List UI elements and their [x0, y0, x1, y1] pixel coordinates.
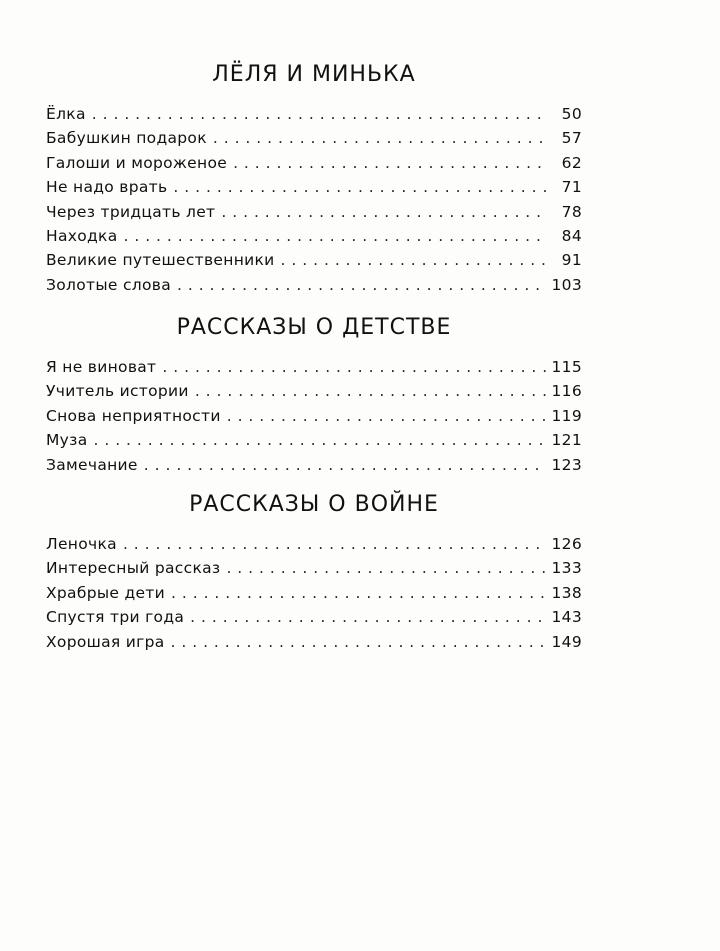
dot-leader [213, 129, 546, 147]
dot-leader [162, 358, 545, 376]
toc-section-rasskazy-o-detstve [46, 313, 582, 480]
toc-entry[interactable] [46, 276, 582, 300]
dot-leader [226, 559, 545, 577]
dot-leader [195, 382, 546, 400]
entry-title: Находка [46, 226, 118, 245]
dot-leader [221, 203, 546, 221]
entry-title: Замечание [46, 455, 138, 474]
entry-title: Через тридцать лет [46, 202, 216, 221]
entry-page-number: 50 [561, 105, 582, 123]
dot-leader [190, 608, 545, 626]
entry-title: Спустя три года [46, 608, 185, 627]
dot-leader [94, 431, 546, 449]
dot-leader [281, 251, 546, 269]
toc-entry[interactable] [46, 105, 582, 129]
entry-title: Муза [46, 431, 88, 450]
toc-entry[interactable] [46, 633, 582, 657]
entry-page-number: 91 [561, 251, 582, 270]
entry-page-number: 115 [551, 358, 582, 376]
dot-leader [233, 154, 546, 172]
dot-leader [124, 227, 547, 245]
toc-entry[interactable] [46, 154, 582, 178]
toc-entry[interactable] [46, 431, 582, 455]
dot-leader [227, 407, 546, 425]
toc-entry[interactable] [46, 559, 582, 583]
toc-entry[interactable] [46, 407, 582, 431]
entry-title: Великие путешественники [46, 251, 275, 270]
section-title: ЛЁЛЯ И МИНЬКА [212, 62, 416, 87]
entry-title: Не надо врать [46, 178, 168, 197]
toc-entry[interactable] [46, 608, 582, 632]
entry-page-number: 143 [551, 608, 582, 627]
entry-page-number: 84 [561, 226, 582, 245]
entry-page-number: 138 [551, 583, 582, 602]
dot-leader [171, 584, 545, 602]
toc-entries [46, 105, 582, 300]
entry-title: Ёлка [46, 105, 86, 123]
toc-entry[interactable] [46, 535, 582, 559]
dot-leader [92, 105, 546, 123]
entry-title: Галоши и мороженое [46, 153, 228, 172]
entry-page-number: 119 [551, 406, 582, 425]
dot-leader [144, 456, 546, 474]
entry-page-number: 116 [551, 382, 582, 401]
entry-page-number: 78 [561, 202, 582, 221]
toc-entry[interactable] [46, 203, 582, 227]
entry-page-number: 71 [561, 178, 582, 197]
toc-entry[interactable] [46, 358, 582, 382]
entry-title: Интересный рассказ [46, 559, 221, 578]
toc-section-rasskazy-o-voyne [46, 490, 582, 657]
entry-title: Снова неприятности [46, 406, 221, 425]
toc-entries [46, 535, 582, 657]
entry-page-number: 126 [551, 535, 582, 553]
toc-entry[interactable] [46, 251, 582, 275]
toc-section-lelya-i-minka [46, 60, 582, 300]
entry-title: Золотые слова [46, 275, 171, 294]
entry-title: Хорошая игра [46, 632, 165, 651]
entry-page-number: 123 [551, 455, 582, 474]
entry-page-number: 133 [551, 559, 582, 578]
toc-entry[interactable] [46, 178, 582, 202]
entry-page-number: 121 [551, 431, 582, 450]
toc-entry[interactable] [46, 227, 582, 251]
toc-entry[interactable] [46, 584, 582, 608]
toc-entry[interactable] [46, 456, 582, 480]
entry-title: Храбрые дети [46, 583, 166, 602]
section-title: РАССКАЗЫ О ДЕТСТВЕ [176, 315, 452, 340]
toc-entry[interactable] [46, 129, 582, 153]
section-title: РАССКАЗЫ О ВОЙНЕ [189, 492, 439, 517]
entry-page-number: 62 [561, 153, 582, 172]
dot-leader [177, 276, 546, 294]
entry-page-number: 103 [551, 275, 582, 294]
dot-leader [171, 633, 546, 651]
entry-title: Леночка [46, 535, 117, 553]
dot-leader [173, 178, 546, 196]
dot-leader [123, 535, 546, 553]
toc-entries [46, 358, 582, 480]
entry-title: Учитель истории [46, 382, 189, 401]
entry-title: Я не виноват [46, 358, 157, 376]
entry-title: Бабушкин подарок [46, 129, 207, 148]
toc-entry[interactable] [46, 382, 582, 406]
entry-page-number: 149 [551, 632, 582, 651]
entry-page-number: 57 [561, 129, 582, 148]
